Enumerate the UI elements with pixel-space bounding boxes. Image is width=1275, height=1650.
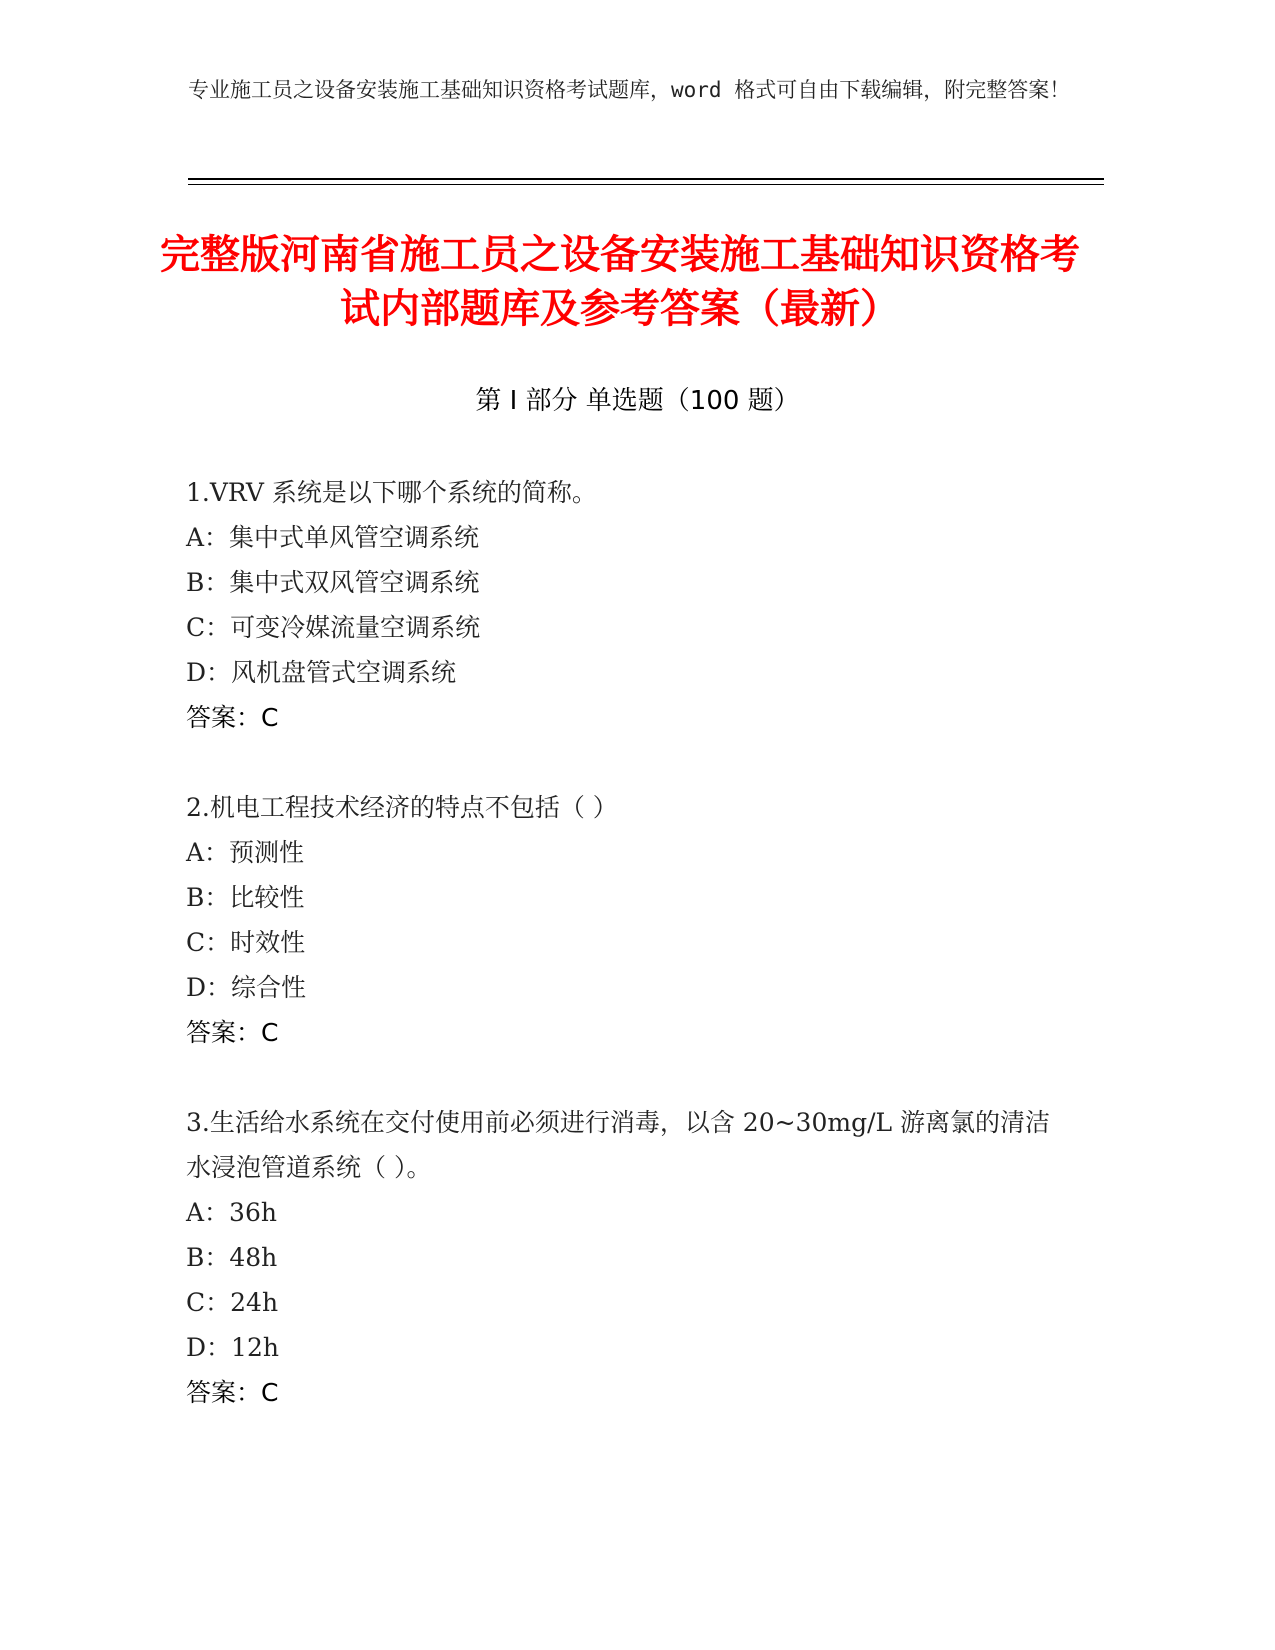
- question-2: [186, 785, 1066, 1055]
- section-heading: 第 I 部分 单选题（100 题）: [475, 386, 800, 416]
- question-1: [186, 470, 1066, 740]
- option-b: B：集中式双风管空调系统: [186, 568, 480, 597]
- answer: 答案：C: [186, 703, 279, 732]
- option-c: C：时效性: [186, 928, 306, 957]
- option-d: D：综合性: [186, 973, 307, 1002]
- question-stem: 3.生活给水系统在交付使用前必须进行消毒，以含 20~30mg/L 游离氯的清洁水浸泡管道系统（ ）。: [186, 1108, 1051, 1182]
- answer: 答案：C: [186, 1018, 279, 1047]
- option-d: D：风机盘管式空调系统: [186, 658, 457, 687]
- option-a: A：集中式单风管空调系统: [186, 523, 480, 552]
- question-stem: 1.VRV 系统是以下哪个系统的简称。: [186, 478, 597, 507]
- option-b: B：比较性: [186, 883, 305, 912]
- option-a: A：预测性: [186, 838, 305, 867]
- option-c: C：可变冷媒流量空调系统: [186, 613, 481, 642]
- header-divider-thin: [188, 184, 1104, 185]
- answer: 答案：C: [186, 1378, 279, 1407]
- option-c: C：24h: [186, 1288, 279, 1317]
- option-b: B：48h: [186, 1243, 278, 1272]
- question-stem: 2.机电工程技术经济的特点不包括（ ）: [186, 793, 618, 822]
- document-title: 完整版河南省施工员之设备安装施工基础知识资格考试内部题库及参考答案（最新）: [160, 232, 1080, 332]
- header-divider-thick: [188, 178, 1104, 180]
- question-3: [186, 1100, 1066, 1415]
- option-a: A：36h: [186, 1198, 277, 1227]
- option-d: D：12h: [186, 1333, 279, 1362]
- header-note: 专业施工员之设备安装施工基础知识资格考试题库，word 格式可自由下载编辑，附完整答案！: [188, 78, 1071, 102]
